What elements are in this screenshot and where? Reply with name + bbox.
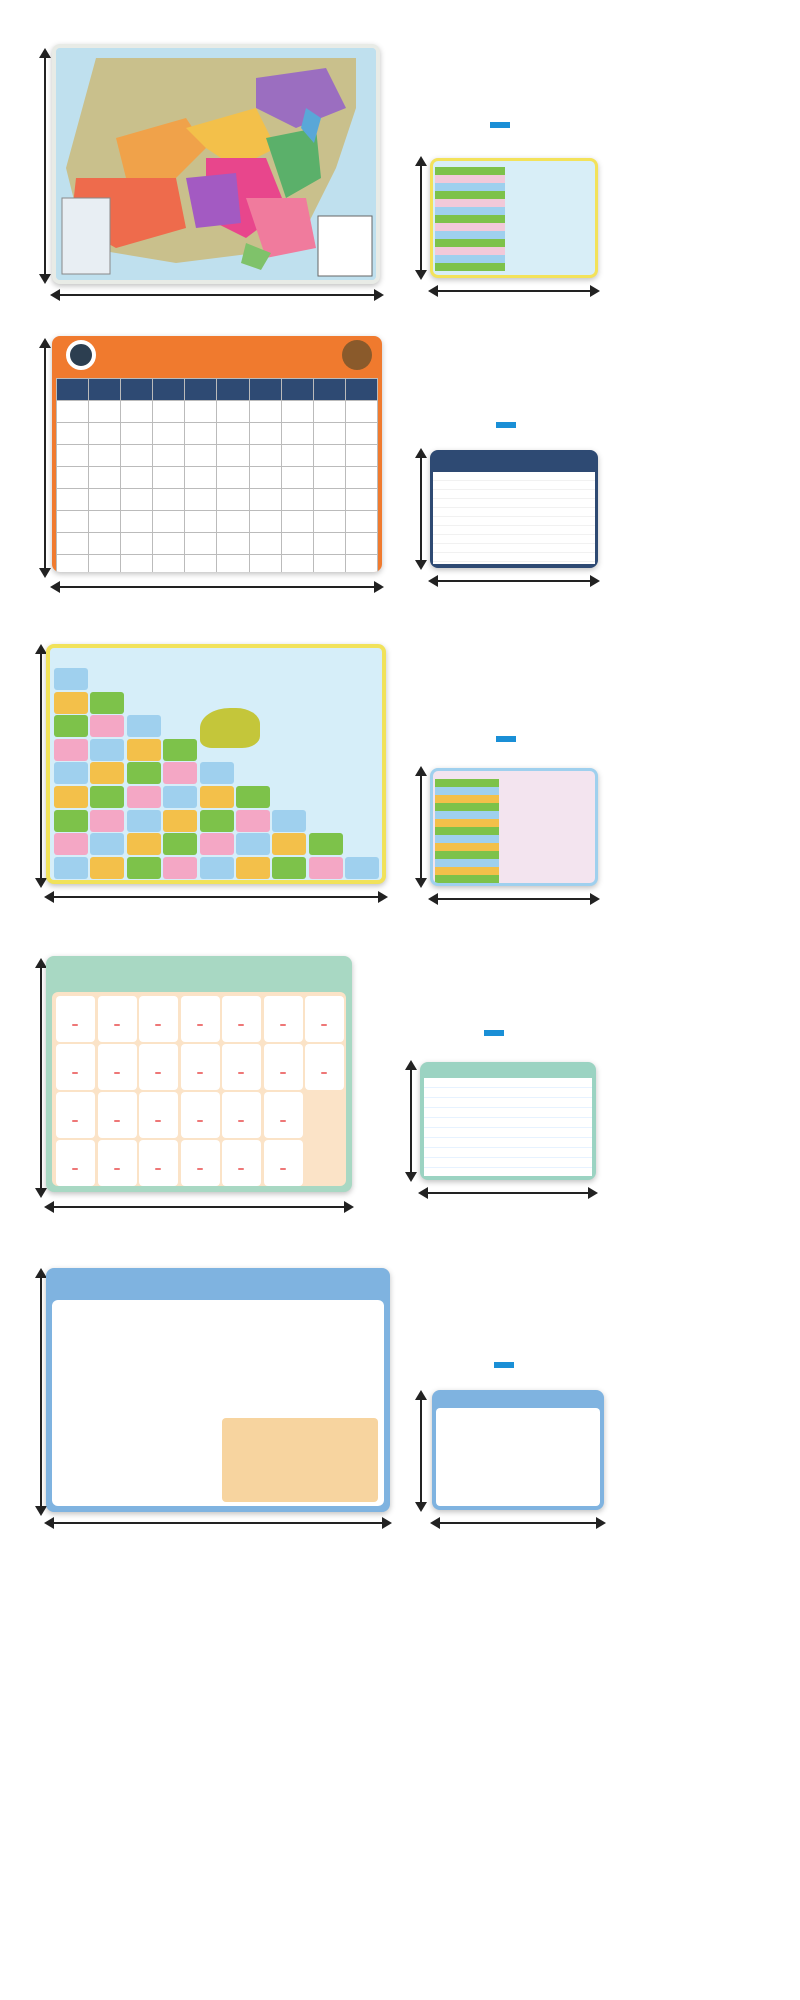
dinosaur-icon xyxy=(200,708,260,748)
addition-cell xyxy=(57,445,89,467)
multiplication-cell xyxy=(54,762,88,784)
addition-row xyxy=(57,533,378,555)
addition-cell xyxy=(121,533,153,555)
letter-card xyxy=(139,1044,178,1090)
addition-header-cell xyxy=(281,379,313,401)
multiplication-cell xyxy=(200,786,234,808)
addition-cell xyxy=(249,533,281,555)
addition-cell xyxy=(153,445,185,467)
height-arrow xyxy=(44,340,46,576)
letter-card xyxy=(56,1092,95,1138)
height-arrow xyxy=(44,50,46,282)
letter-phonetic xyxy=(238,1168,244,1170)
small-width-arrow xyxy=(432,1522,604,1524)
addition-cell xyxy=(153,489,185,511)
addition-cell xyxy=(89,467,121,489)
addition-cell xyxy=(57,533,89,555)
height-arrow xyxy=(40,646,42,886)
letter-card xyxy=(305,1044,344,1090)
letter-phonetic xyxy=(280,1072,286,1074)
letter-card xyxy=(56,1044,95,1090)
letter-card xyxy=(98,1044,137,1090)
addition-cell xyxy=(281,511,313,533)
multiplication-cell xyxy=(236,786,270,808)
addition-cell xyxy=(345,467,377,489)
height-arrow xyxy=(40,960,42,1196)
addition-cell xyxy=(345,445,377,467)
addition-header-cell xyxy=(57,379,89,401)
multiplication-cell xyxy=(54,668,88,690)
section-alphabet xyxy=(0,950,800,1240)
letter-phonetic xyxy=(155,1072,161,1074)
letter-card xyxy=(264,1092,303,1138)
addition-cell xyxy=(249,445,281,467)
multiplication-cell xyxy=(236,857,270,879)
letter-phonetic xyxy=(114,1024,120,1026)
section-map xyxy=(0,40,800,320)
addition-cell xyxy=(89,401,121,423)
addition-header-cell xyxy=(153,379,185,401)
addition-row xyxy=(57,401,378,423)
addition-cell xyxy=(89,555,121,573)
width-arrow xyxy=(46,1522,390,1524)
letter-card xyxy=(222,996,261,1042)
small-height-arrow xyxy=(420,768,422,886)
addition-cell xyxy=(345,511,377,533)
multiplication-cell xyxy=(90,762,124,784)
addition-cell xyxy=(249,423,281,445)
addition-cell xyxy=(249,489,281,511)
multiplication-cell xyxy=(54,715,88,737)
addition-cell xyxy=(217,467,249,489)
addition-cell xyxy=(153,423,185,445)
addition-cell xyxy=(217,445,249,467)
letter-phonetic xyxy=(114,1120,120,1122)
addition-header-cell xyxy=(217,379,249,401)
letter-card xyxy=(222,1044,261,1090)
multiplication-cell xyxy=(54,692,88,714)
letter-phonetic xyxy=(197,1120,203,1122)
multiplication-cell xyxy=(90,786,124,808)
addition-cell xyxy=(249,467,281,489)
multiplication-cell xyxy=(127,833,161,855)
multiplication-cell xyxy=(163,739,197,761)
initials-grid xyxy=(436,1408,600,1506)
addition-cell xyxy=(313,445,345,467)
addition-cell xyxy=(57,489,89,511)
addition-cell xyxy=(121,445,153,467)
multiplication-cell xyxy=(272,810,306,832)
letter-card xyxy=(139,996,178,1042)
letter-phonetic xyxy=(238,1024,244,1026)
letter-card xyxy=(222,1140,261,1186)
addition-cell xyxy=(345,533,377,555)
small-height-arrow xyxy=(420,1392,422,1510)
addition-cell xyxy=(153,511,185,533)
small-initials-poster xyxy=(432,1390,604,1510)
addition-cell xyxy=(345,401,377,423)
small-width-arrow xyxy=(420,1192,596,1194)
addition-header-cell xyxy=(89,379,121,401)
letter-phonetic xyxy=(72,1024,78,1026)
letter-card xyxy=(264,1140,303,1186)
addition-cell xyxy=(281,401,313,423)
addition-poster xyxy=(52,336,382,572)
addition-cell xyxy=(89,445,121,467)
multiplication-cell xyxy=(54,833,88,855)
china-map-poster xyxy=(52,44,380,284)
addition-cell xyxy=(89,533,121,555)
letter-card xyxy=(56,1140,95,1186)
small-tag xyxy=(484,1030,504,1036)
multiplication-poster xyxy=(46,644,386,884)
multiplication-cell xyxy=(163,857,197,879)
multiplication-cell xyxy=(200,833,234,855)
multiplication-cell xyxy=(90,857,124,879)
addition-cell xyxy=(153,401,185,423)
letter-phonetic xyxy=(197,1024,203,1026)
letter-phonetic xyxy=(114,1168,120,1170)
multiplication-cell xyxy=(200,857,234,879)
letter-phonetic xyxy=(238,1072,244,1074)
addition-cell xyxy=(121,467,153,489)
multiplication-cell xyxy=(127,762,161,784)
multiplication-cell xyxy=(309,833,343,855)
multiplication-cell xyxy=(236,810,270,832)
addition-cell xyxy=(153,467,185,489)
letter-card xyxy=(264,996,303,1042)
addition-cell xyxy=(185,445,217,467)
addition-cell xyxy=(185,533,217,555)
small-width-arrow xyxy=(430,580,598,582)
multiplication-cell xyxy=(54,739,88,761)
multiplication-cell xyxy=(200,762,234,784)
multiplication-cell xyxy=(90,739,124,761)
multiplication-cell xyxy=(163,810,197,832)
addition-cell xyxy=(57,401,89,423)
height-arrow xyxy=(40,1270,42,1514)
alphabet-poster xyxy=(46,956,352,1192)
letter-card xyxy=(181,1092,220,1138)
addition-cell xyxy=(281,555,313,573)
small-multiplication-poster xyxy=(430,158,598,278)
addition-cell xyxy=(217,533,249,555)
multiplication-cell xyxy=(163,786,197,808)
multiplication-cell xyxy=(127,739,161,761)
letter-card xyxy=(98,996,137,1042)
multiplication-cell xyxy=(127,786,161,808)
addition-header-cell xyxy=(185,379,217,401)
addition-row xyxy=(57,467,378,489)
bear-icon xyxy=(342,340,372,370)
section-multiplication xyxy=(0,640,800,930)
addition-header-cell xyxy=(249,379,281,401)
letter-phonetic xyxy=(280,1024,286,1026)
letter-phonetic xyxy=(72,1120,78,1122)
addition-cell xyxy=(57,511,89,533)
addition-cell xyxy=(217,489,249,511)
addition-cell xyxy=(281,533,313,555)
small-height-arrow xyxy=(420,450,422,568)
letter-phonetic xyxy=(280,1168,286,1170)
addition-cell xyxy=(249,555,281,573)
letter-phonetic xyxy=(155,1024,161,1026)
addition-cell xyxy=(217,423,249,445)
small-subtraction-poster xyxy=(430,450,598,568)
addition-cell xyxy=(153,555,185,573)
small-phonetic-poster xyxy=(420,1062,596,1180)
map-illustration xyxy=(56,48,376,280)
small-tag xyxy=(490,122,510,128)
multiplication-cell xyxy=(127,715,161,737)
addition-cell xyxy=(313,511,345,533)
multiplication-cell xyxy=(90,833,124,855)
small-subtraction-grid xyxy=(433,472,595,564)
addition-cell xyxy=(281,489,313,511)
section-addition xyxy=(0,330,800,610)
addition-cell xyxy=(313,401,345,423)
letter-phonetic xyxy=(197,1072,203,1074)
small-tag xyxy=(496,422,516,428)
multiplication-cell xyxy=(163,833,197,855)
addition-cell xyxy=(185,423,217,445)
penguin-icon xyxy=(66,340,96,370)
letter-phonetic xyxy=(114,1072,120,1074)
width-arrow xyxy=(46,896,386,898)
multiplication-cell xyxy=(54,857,88,879)
addition-cell xyxy=(57,467,89,489)
addition-table xyxy=(56,378,378,572)
addition-cell xyxy=(89,489,121,511)
multiplication-cell xyxy=(54,810,88,832)
small-tag xyxy=(494,1362,514,1368)
addition-cell xyxy=(313,489,345,511)
multiplication-cell xyxy=(90,715,124,737)
addition-header-cell xyxy=(345,379,377,401)
addition-cell xyxy=(121,511,153,533)
letter-phonetic xyxy=(238,1120,244,1122)
multiplication-grid xyxy=(54,668,384,882)
addition-cell xyxy=(185,555,217,573)
addition-cell xyxy=(121,401,153,423)
small-division-poster xyxy=(430,768,598,886)
addition-cell xyxy=(217,555,249,573)
letter-card xyxy=(222,1092,261,1138)
addition-cell xyxy=(345,555,377,573)
letter-card xyxy=(264,1044,303,1090)
multiplication-cell xyxy=(200,810,234,832)
addition-cell xyxy=(313,467,345,489)
letter-phonetic xyxy=(280,1120,286,1122)
section-pinyin xyxy=(0,1260,800,1560)
addition-cell xyxy=(249,511,281,533)
multiplication-cell xyxy=(272,857,306,879)
addition-cell xyxy=(217,511,249,533)
letter-card xyxy=(181,1140,220,1186)
addition-header-cell xyxy=(121,379,153,401)
small-height-arrow xyxy=(410,1062,412,1180)
multiplication-cell xyxy=(163,762,197,784)
addition-cell xyxy=(281,467,313,489)
width-arrow xyxy=(46,1206,352,1208)
addition-cell xyxy=(185,467,217,489)
addition-cell xyxy=(313,423,345,445)
letter-card xyxy=(181,996,220,1042)
addition-cell xyxy=(121,555,153,573)
letter-phonetic xyxy=(321,1024,327,1026)
addition-row xyxy=(57,489,378,511)
multiplication-cell xyxy=(272,833,306,855)
addition-cell xyxy=(121,423,153,445)
small-width-arrow xyxy=(430,898,598,900)
multiplication-cell xyxy=(127,810,161,832)
addition-cell xyxy=(217,401,249,423)
addition-cell xyxy=(89,423,121,445)
pinyin-poster xyxy=(46,1268,390,1512)
addition-row xyxy=(57,423,378,445)
addition-cell xyxy=(121,489,153,511)
addition-cell xyxy=(89,511,121,533)
multiplication-cell xyxy=(90,692,124,714)
letter-phonetic xyxy=(197,1168,203,1170)
small-tag xyxy=(496,736,516,742)
addition-cell xyxy=(281,445,313,467)
width-arrow xyxy=(52,586,382,588)
addition-header-cell xyxy=(313,379,345,401)
small-division-grid xyxy=(435,779,499,883)
addition-row xyxy=(57,555,378,573)
letter-phonetic xyxy=(155,1120,161,1122)
addition-cell xyxy=(313,555,345,573)
small-grid xyxy=(435,167,505,271)
multiplication-cell xyxy=(127,857,161,879)
addition-row xyxy=(57,511,378,533)
addition-cell xyxy=(153,533,185,555)
addition-cell xyxy=(185,511,217,533)
letter-phonetic xyxy=(155,1168,161,1170)
addition-cell xyxy=(249,401,281,423)
letter-phonetic xyxy=(72,1168,78,1170)
small-phonetic-table xyxy=(424,1078,592,1176)
addition-cell xyxy=(185,401,217,423)
addition-cell xyxy=(57,423,89,445)
multiplication-cell xyxy=(54,786,88,808)
multiplication-cell xyxy=(236,833,270,855)
letter-phonetic xyxy=(72,1072,78,1074)
letter-card xyxy=(305,996,344,1042)
letter-card xyxy=(139,1092,178,1138)
letter-phonetic xyxy=(321,1072,327,1074)
addition-cell xyxy=(345,423,377,445)
letter-grid xyxy=(52,992,346,1186)
small-height-arrow xyxy=(420,158,422,278)
addition-row xyxy=(57,445,378,467)
multiplication-cell xyxy=(309,857,343,879)
width-arrow xyxy=(52,294,382,296)
letter-card xyxy=(56,996,95,1042)
addition-cell xyxy=(57,555,89,573)
finals-summary-box xyxy=(222,1418,378,1502)
addition-cell xyxy=(313,533,345,555)
multiplication-cell xyxy=(345,857,379,879)
letter-card xyxy=(139,1140,178,1186)
multiplication-cell xyxy=(90,810,124,832)
small-width-arrow xyxy=(430,290,598,292)
letter-card xyxy=(98,1092,137,1138)
addition-cell xyxy=(281,423,313,445)
addition-cell xyxy=(345,489,377,511)
addition-cell xyxy=(185,489,217,511)
letter-card xyxy=(181,1044,220,1090)
letter-card xyxy=(98,1140,137,1186)
